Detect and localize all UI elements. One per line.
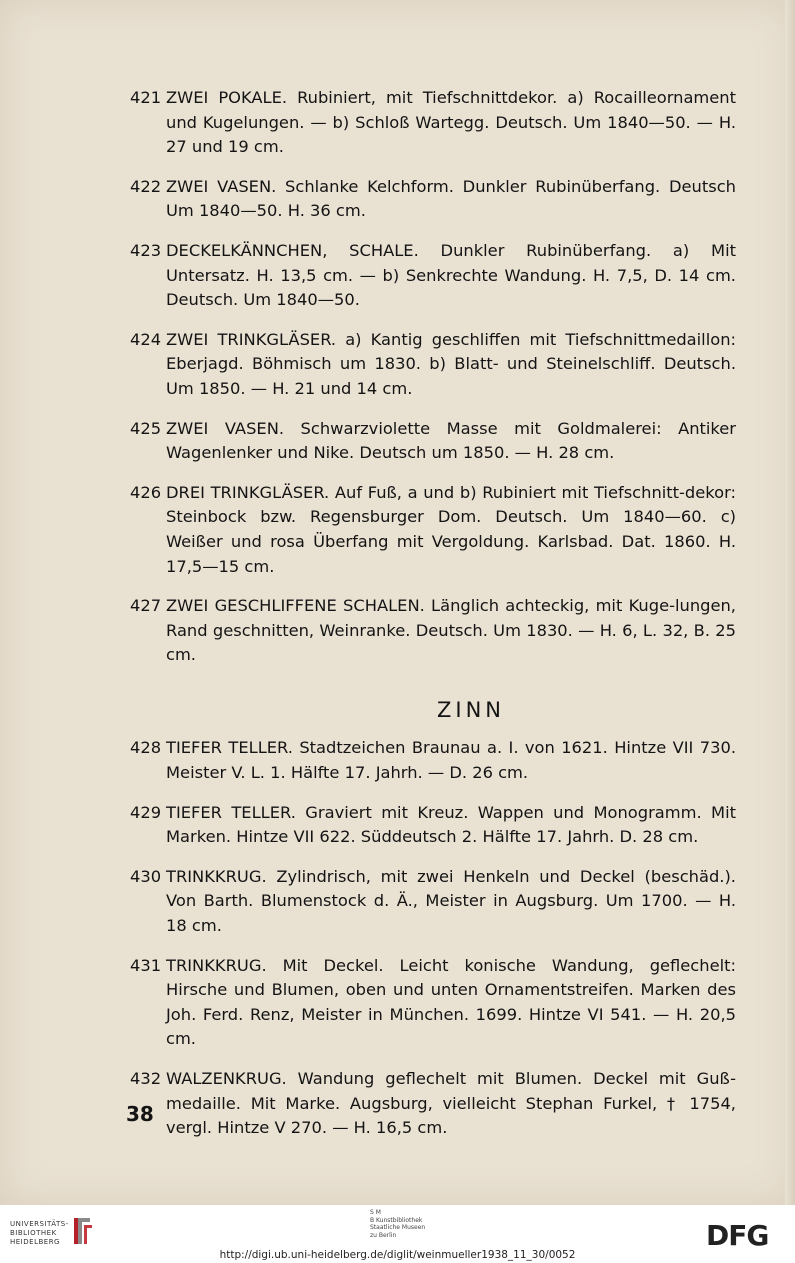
university-library-label (10, 1220, 69, 1247)
center-line-4: zu Berlin (370, 1231, 397, 1239)
catalog-entry (130, 1067, 736, 1141)
entry-description: TRINKKRUG. Mit Deckel. Leicht konische Wandung, geflechelt: Hirsche und Blumen, oben und unten Ornamentstreifen. Marken des Joh. Ferd. Renz, Meister in München. 1699. Hintze VI 541. — H. 20,5 cm. (166, 955, 736, 1049)
entry-description: ZWEI VASEN. Schwarzviolette Masse mit Goldmalerei: Antiker Wagenlenker und Nike. Deutsch um 1850. — H. 28 cm. (166, 418, 736, 463)
catalog-entry (130, 417, 736, 466)
university-line-1: UNIVERSITÄTS- (10, 1220, 69, 1228)
section-heading: ZINN (437, 697, 505, 722)
entry-number: 424 (130, 329, 162, 349)
catalog-entry (130, 736, 736, 785)
entry-description: TIEFER TELLER. Graviert mit Kreuz. Wappen und Monogramm. Mit Marken. Hintze VII 622. Süddeutsch 2. Hälfte 17. Jahrh. D. 28 cm. (166, 802, 736, 847)
center-line-1: S M (370, 1209, 381, 1216)
university-line-3: HEIDELBERG (10, 1238, 60, 1246)
pewter-entries (130, 736, 736, 1140)
entry-description: WALZENKRUG. Wandung geflechelt mit Blumen. Deckel mit Guß-medaille. Mit Marke. Augsburg, vielleicht Stephan Furkel, † 1754, vergl. Hintze V 270. — H. 16,5 cm. (166, 1069, 736, 1138)
entry-number: 425 (130, 418, 162, 438)
entry-number: 421 (130, 88, 162, 107)
viewer-footer (0, 1205, 795, 1263)
page-edge-shadow (785, 0, 795, 1205)
dfg-logo: DFG (706, 1219, 769, 1252)
entry-number: 426 (130, 482, 162, 502)
entry-number: 422 (130, 176, 162, 196)
entry-description: TIEFER TELLER. Stadtzeichen Braunau a. I. von 1621. Hintze VII 730. Meister V. L. 1. Hälfte 17. Jahrh. — D. 26 cm. (166, 738, 736, 783)
catalog-entry (130, 481, 736, 579)
entry-number: 427 (130, 596, 162, 616)
entry-number: 423 (130, 240, 162, 260)
entry-description: DREI TRINKGLÄSER. Auf Fuß, a und b) Rubiniert mit Tiefschnitt-dekor: Steinbock bzw. Regensburger Dom. Deutsch. Um 1840—60. c) Weißer und rosa Überfang mit Vergoldung. Karlsbad. Dat. 1860. H. 17,5—15 cm. (166, 482, 736, 576)
catalog-entry (130, 865, 736, 939)
university-line-2: BIBLIOTHEK (10, 1229, 57, 1237)
entry-number: 431 (130, 955, 162, 975)
entry-number: 430 (130, 866, 162, 886)
page-number: 38 (126, 1102, 154, 1126)
entry-description: DECKELKÄNNCHEN, SCHALE. Dunkler Rubinüberfang. a) Mit Untersatz. H. 13,5 cm. — b) Senkrechte Wandung. H. 7,5, D. 14 cm. Deutsch. Um 1840—50. (166, 240, 736, 310)
entry-description: TRINKKRUG. Zylindrisch, mit zwei Henkeln und Deckel (beschäd.). Von Barth. Blumenstock d. Ä., Meister in Augsburg. Um 1700. — H. 18 cm. (166, 866, 736, 936)
catalog-entry (130, 175, 736, 224)
permalink-url[interactable]: http://digi.ub.uni-heidelberg.de/diglit/weinmueller1938_11_30/0052 (219, 1249, 576, 1261)
entry-number: 428 (130, 738, 162, 758)
catalog-entry (130, 954, 736, 1052)
glass-entries (130, 86, 736, 668)
kunstbibliothek-logo (370, 1209, 425, 1239)
catalog-entry (130, 801, 736, 850)
entry-description: ZWEI GESCHLIFFENE SCHALEN. Länglich achteckig, mit Kuge-lungen, Rand geschnitten, Weinranke. Deutsch. Um 1830. — H. 6, L. 32, B. 25 cm. (166, 596, 736, 665)
catalog-entry (130, 86, 736, 160)
entry-description: ZWEI TRINKGLÄSER. a) Kantig geschliffen mit Tiefschnittmedaillon: Eberjagd. Böhmisch um 1830. b) Blatt- und Steinelschliff. Deutsch. Um 1850. — H. 21 und 14 cm. (166, 329, 736, 398)
center-line-3: Staatliche Museen (370, 1224, 426, 1231)
catalog-entry (130, 239, 736, 313)
catalog-entry (130, 328, 736, 402)
entry-number: 432 (130, 1069, 162, 1088)
entry-description: ZWEI VASEN. Schlanke Kelchform. Dunkler Rubinüberfang. Deutsch Um 1840—50. H. 36 cm. (166, 176, 736, 221)
entry-description: ZWEI POKALE. Rubiniert, mit Tiefschnittdekor. a) Rocailleornament und Kugelungen. — b) Schloß Wartegg. Deutsch. Um 1840—50. — H. 27 und 19 cm. (166, 88, 736, 157)
catalog-text-column (130, 86, 736, 1156)
catalog-entry (130, 594, 736, 668)
entry-number: 429 (130, 802, 162, 822)
university-logo-icon (72, 1215, 94, 1247)
center-line-2: B Kunstbibliothek (370, 1216, 423, 1224)
